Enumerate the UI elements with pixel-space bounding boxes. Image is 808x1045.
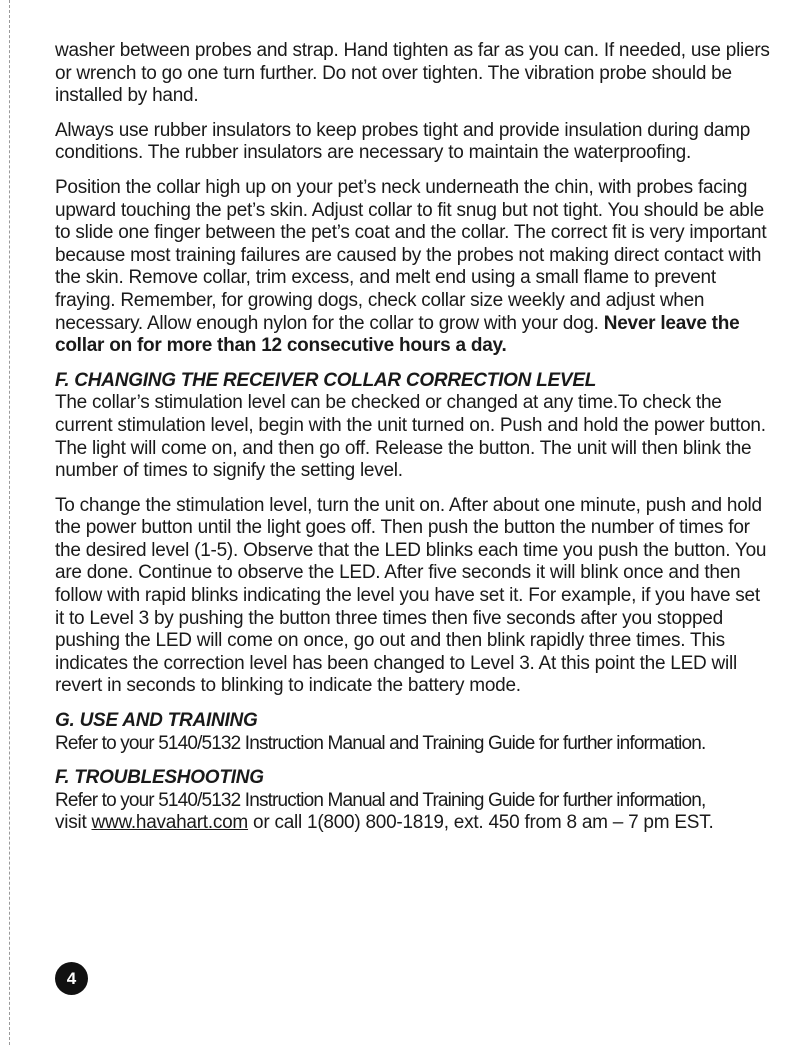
havahart-website-link[interactable]: www.havahart.com	[91, 812, 249, 834]
paragraph-collar-position	[55, 177, 773, 358]
paragraph-troubleshooting	[55, 790, 773, 835]
heading-use-training: G. USE AND TRAINING	[55, 710, 258, 732]
paragraph-change-level: To change the stimulation level, turn the unit on. After about one minute, push and hold the power button until the light goes off. Then push the button the number of times for the desired level (1-5). Observe that the LED blinks each time you push the button. You are done. Continue to observe the LED. After five seconds it will blink once and then follow with rapid blinks indicating the level you have set it. For example, if you have set it to Level 3 by pushing the button three times then five seconds after you stopped pushing the LED will come on once, go out and then blink rapidly three times. This indicates the correction level has been changed to Level 3. At this point the LED will revert in seconds to blinking to indicate the battery mode.	[55, 494, 767, 697]
paragraph-rubber-insulators: Always use rubber insulators to keep probes tight and provide insulation during damp conditions. The rubber insulators are necessary to maintain the waterproofing.	[55, 119, 751, 164]
dashed-cut-line	[9, 0, 10, 1045]
paragraph-probe-installation: washer between probes and strap. Hand tighten as far as you can. If needed, use pliers or wrench to go one turn further. Do not over tighten. The vibration probe should be installed by hand.	[55, 40, 770, 107]
collar-position-text: Position the collar high up on your pet’s neck underneath the chin, with probes facing upward touching the pet’s skin. Adjust collar to fit snug but not tight. You should be able to slide one finger between the pet’s coat and the collar. The correct fit is very important because most training failures are caused by the probes not making direct contact with the skin. Remove collar, trim excess, and melt end using a small flame to prevent fraying. Remember, for growing dogs, check collar size weekly and adjust when necessary. Allow enough nylon for the collar to grow with your dog.	[55, 176, 767, 334]
page-body	[55, 40, 773, 847]
page-number-badge: 4	[55, 962, 88, 995]
troubleshooting-line1: Refer to your 5140/5132 Instruction Manual and Training Guide for further information,	[55, 789, 706, 811]
heading-troubleshooting: F. TROUBLESHOOTING	[55, 767, 264, 789]
collar-warning-text: Never leave the collar on for more than 12 consecutive hours a day.	[55, 312, 740, 357]
troubleshooting-visit-text: visit	[55, 812, 92, 834]
troubleshooting-contact-text: or call 1(800) 800-1819, ext. 450 from 8 am – 7 pm EST.	[248, 812, 714, 834]
heading-correction-level: F. CHANGING THE RECEIVER COLLAR CORRECTION LEVEL	[55, 369, 597, 391]
paragraph-check-level: The collar’s stimulation level can be checked or changed at any time.To check the current stimulation level, begin with the unit turned on. Push and hold the power button. The light will come on, and then go off. Release the button. The unit will then blink the number of times to signify the setting level.	[55, 392, 766, 482]
paragraph-use-training: Refer to your 5140/5132 Instruction Manual and Training Guide for further information.	[55, 732, 706, 754]
